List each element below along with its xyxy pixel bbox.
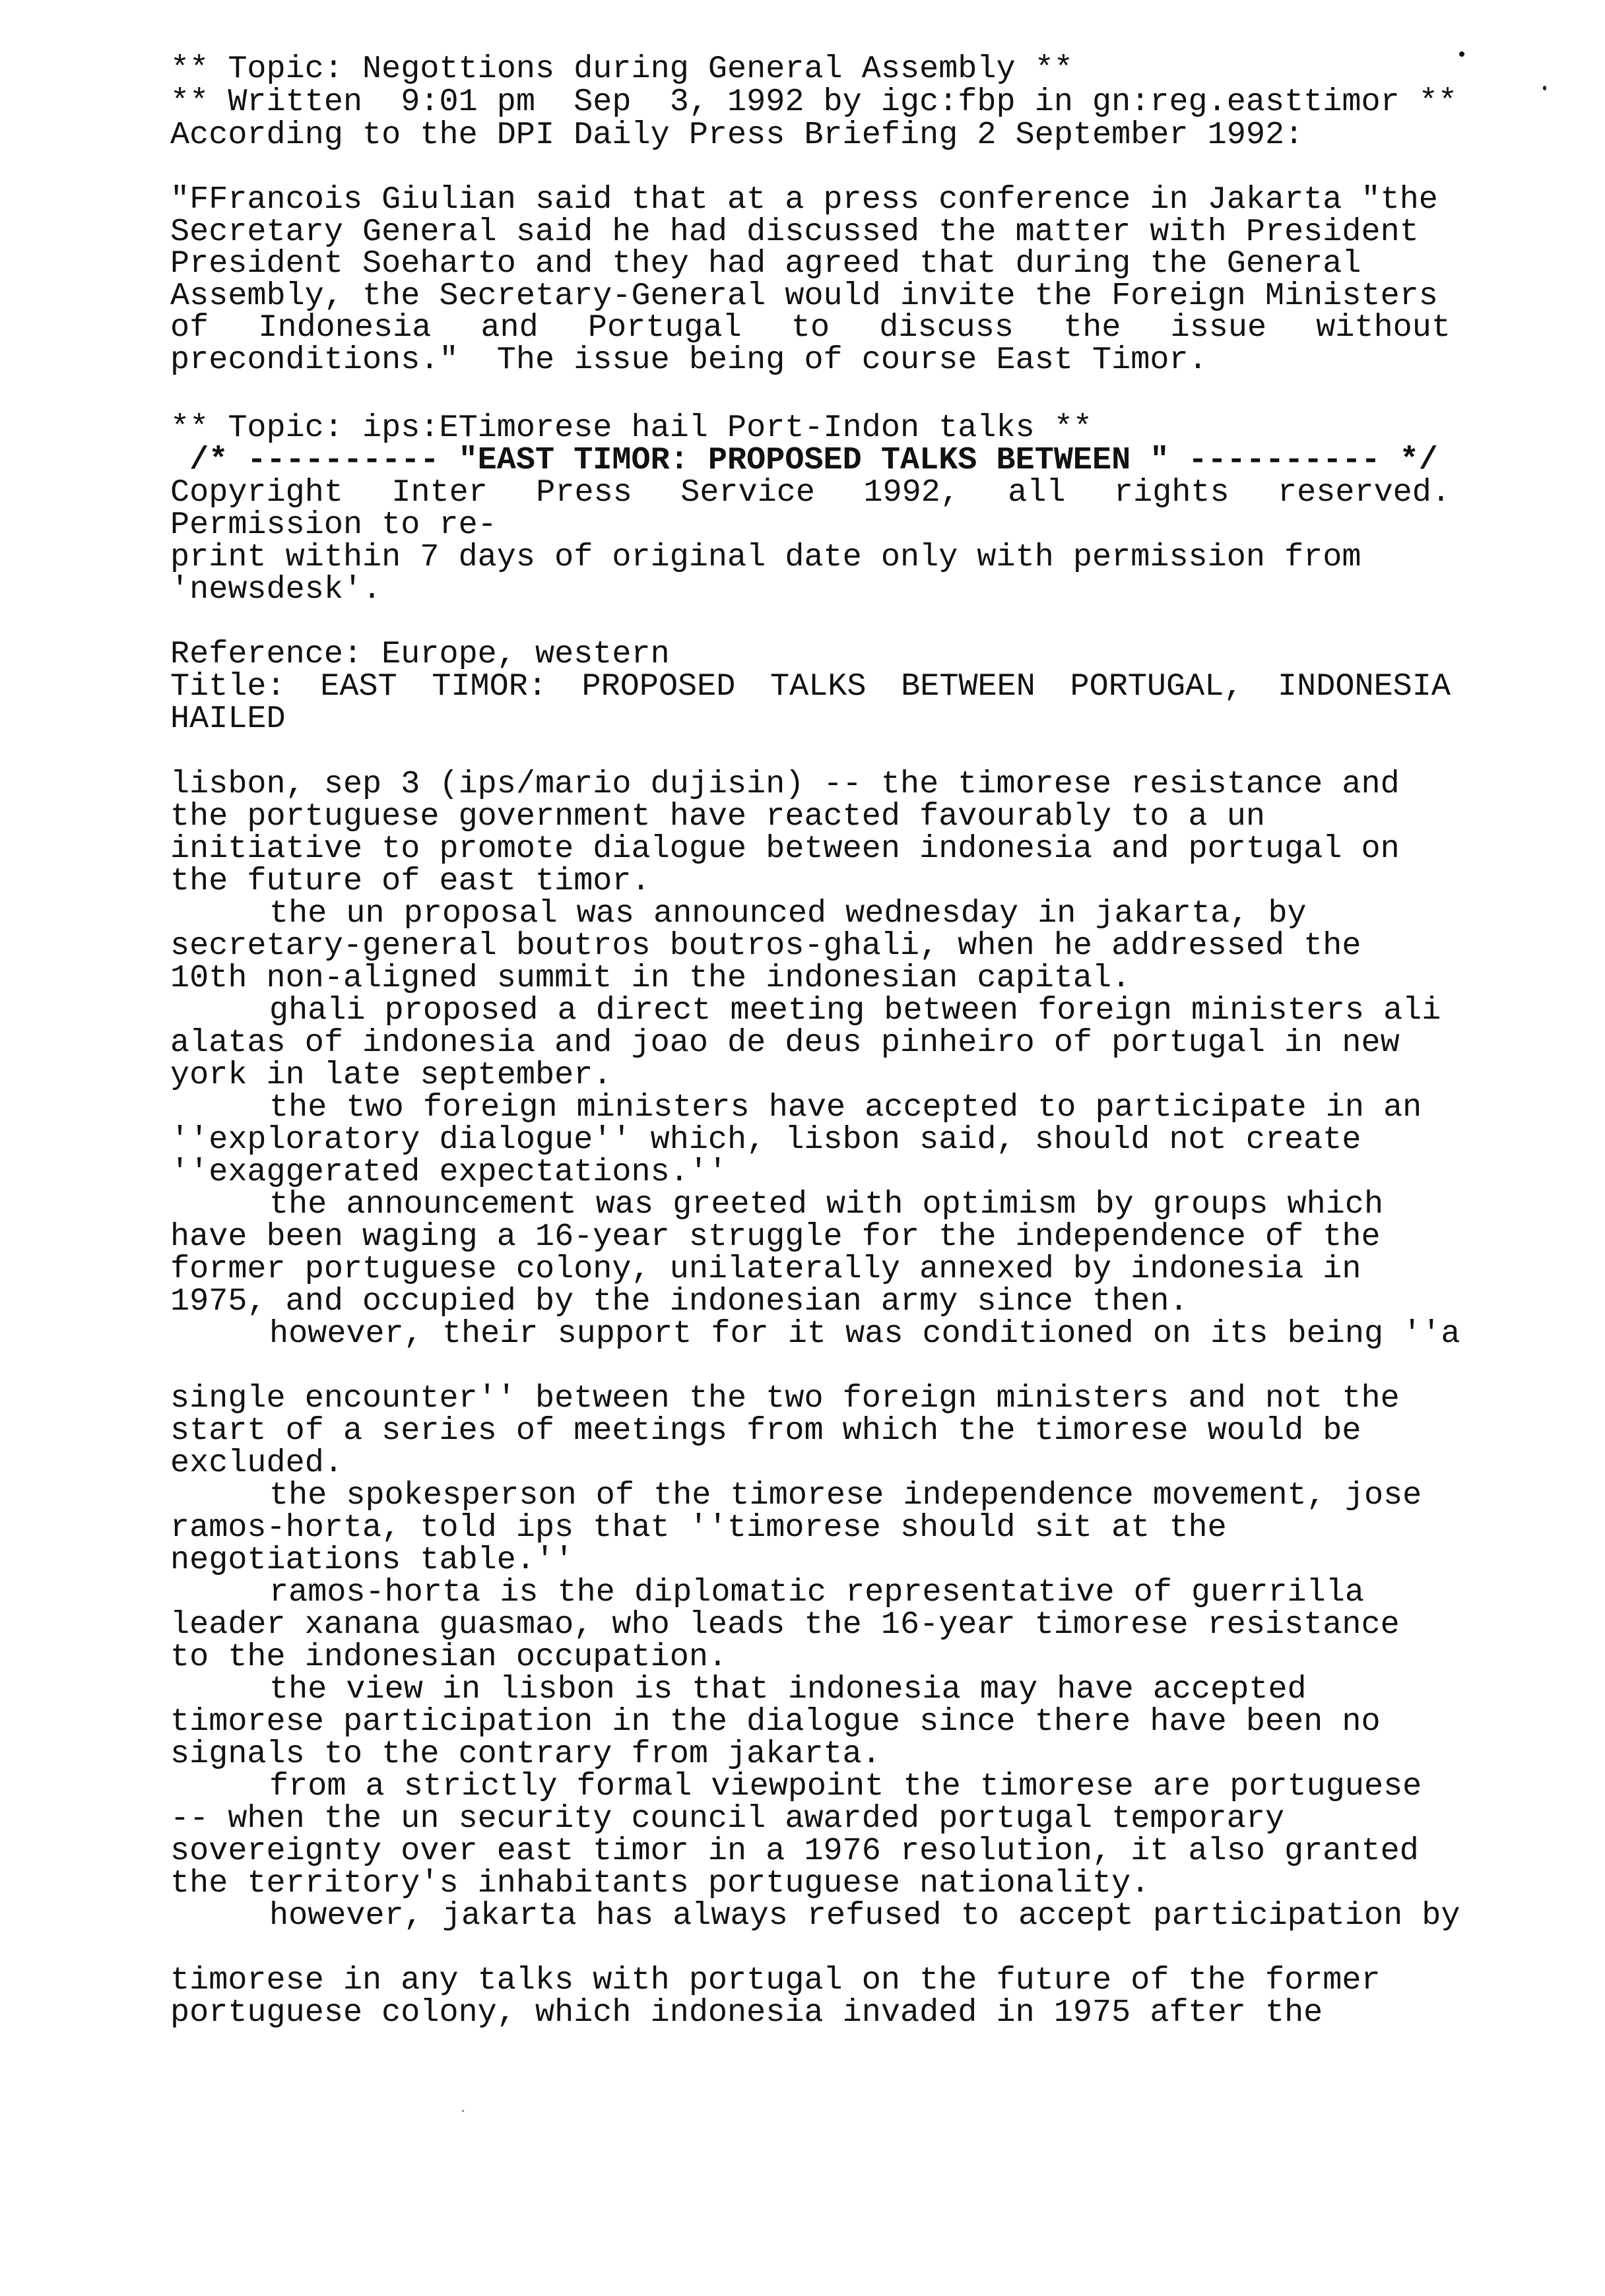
reference-line: Reference: Europe, western: [170, 636, 670, 672]
briefing-line: "FFrancois Giulian said that at a press conference in Jakarta "the: [170, 181, 1438, 218]
dpi-briefing-source: According to the DPI Daily Press Briefing 2 September 1992:: [170, 117, 1304, 153]
article-line: from a strictly formal viewpoint the timorese are portuguese: [269, 1768, 1422, 1804]
topic-header-2: ** Topic: ips:ETimorese hail Port-Indon talks **: [170, 410, 1093, 446]
article-line: secretary-general boutros boutros-ghali, when he addressed the: [170, 928, 1361, 964]
copyright-line: 'newsdesk'.: [170, 571, 382, 608]
article-line: leader xanana guasmao, who leads the 16-year timorese resistance: [170, 1607, 1400, 1643]
briefing-line: President Soeharto and they had agreed that during the General: [170, 245, 1361, 282]
briefing-line: of Indonesia and Portugal to discuss the issue without: [170, 309, 1451, 346]
article-line: 10th non-aligned summit in the indonesian capital.: [170, 960, 1131, 996]
briefing-line: Assembly, the Secretary-General would invite the Foreign Ministers: [170, 278, 1438, 314]
article-line: the future of east timor.: [170, 863, 651, 899]
article-line: start of a series of meetings from which the timorese would be: [170, 1413, 1361, 1449]
article-line: the two foreign ministers have accepted to participate in an: [269, 1089, 1422, 1126]
article-line: ''exploratory dialogue'' which, lisbon said, should not create: [170, 1122, 1361, 1158]
article-line: the territory's inhabitants portuguese nationality.: [170, 1865, 1150, 1901]
article-line: ''exaggerated expectations.'': [170, 1154, 728, 1190]
article-line: york in late september.: [170, 1057, 612, 1093]
article-line: have been waging a 16-year struggle for the independence of the: [170, 1219, 1381, 1255]
written-header-1: ** Written 9:01 pm Sep 3, 1992 by igc:fbp in gn:reg.easttimor **: [170, 84, 1458, 120]
article-line: however, their support for it was conditioned on its being ''a: [269, 1316, 1460, 1352]
article-line: ramos-horta, told ips that ''timorese should sit at the: [170, 1510, 1227, 1546]
article-line: single encounter'' between the two foreign ministers and not the: [170, 1380, 1400, 1417]
scan-speck: [1459, 51, 1464, 57]
article-line: however, jakarta has always refused to accept participation by: [269, 1897, 1460, 1934]
article-line: alatas of indonesia and joao de deus pinheiro of portugal in new: [170, 1025, 1400, 1061]
briefing-line: Secretary General said he had discussed the matter with President: [170, 214, 1419, 250]
article-line: the announcement was greeted with optimism by groups which: [269, 1186, 1384, 1223]
article-banner: /* ---------- "EAST TIMOR: PROPOSED TALKS BETWEEN " ---------- */: [170, 442, 1438, 478]
article-line: excluded.: [170, 1445, 343, 1481]
article-line: portuguese colony, which indonesia invaded in 1975 after the: [170, 1994, 1323, 2031]
article-line: sovereignty over east timor in a 1976 resolution, it also granted: [170, 1833, 1419, 1869]
scan-speck: [1543, 86, 1546, 90]
article-line: former portuguese colony, unilaterally annexed by indonesia in: [170, 1251, 1361, 1287]
article-line: negotiations table.'': [170, 1542, 574, 1578]
article-line: the un proposal was announced wednesday in jakarta, by: [269, 895, 1307, 932]
article-line: the view in lisbon is that indonesia may have accepted: [269, 1671, 1307, 1707]
article-line: ramos-horta is the diplomatic representative of guerrilla: [269, 1574, 1364, 1610]
article-line: initiative to promote dialogue between indonesia and portugal on: [170, 831, 1400, 867]
scan-speck: [462, 2110, 464, 2112]
article-line: -- when the un security council awarded portugal temporary: [170, 1801, 1285, 1837]
article-line: signals to the contrary from jakarta.: [170, 1736, 881, 1772]
article-line: the spokesperson of the timorese independence movement, jose: [269, 1477, 1422, 1514]
briefing-line: preconditions." The issue being of course East Timor.: [170, 342, 1208, 378]
copyright-line: Permission to re-: [170, 507, 497, 543]
article-line: timorese participation in the dialogue since there have been no: [170, 1704, 1381, 1740]
article-line: timorese in any talks with portugal on the future of the former: [170, 1962, 1381, 1998]
article-line: ghali proposed a direct meeting between foreign ministers ali: [269, 992, 1441, 1029]
topic-header-1: ** Topic: Negottions during General Assembly **: [170, 51, 1073, 87]
copyright-line: print within 7 days of original date only with permission from: [170, 539, 1361, 575]
title-line: Title: EAST TIMOR: PROPOSED TALKS BETWEEN PORTUGAL, INDONESIA: [170, 668, 1451, 705]
article-line: the portuguese government have reacted favourably to a un: [170, 798, 1265, 835]
title-line: HAILED: [170, 701, 286, 737]
copyright-line: Copyright Inter Press Service 1992, all rights reserved.: [170, 474, 1451, 511]
article-line: 1975, and occupied by the indonesian army since then.: [170, 1283, 1189, 1320]
article-line: lisbon, sep 3 (ips/mario dujisin) -- the timorese resistance and: [170, 766, 1400, 802]
article-line: to the indonesian occupation.: [170, 1639, 728, 1675]
